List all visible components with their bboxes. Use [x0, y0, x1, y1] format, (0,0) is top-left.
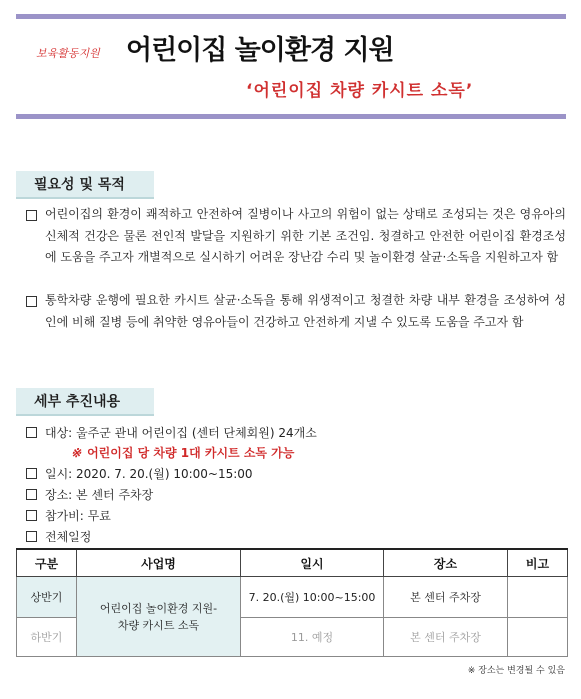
purpose-bullet-1 [26, 204, 566, 269]
detail-place [26, 486, 153, 503]
purpose-bullet-2 [26, 290, 566, 333]
detail-datetime [26, 465, 253, 482]
section-heading-details: 세부 추진내용 [16, 388, 154, 416]
header-datetime: 일시 [241, 549, 384, 577]
cell-place: 본 센터 주차장 [384, 618, 508, 657]
section-heading-purpose: 필요성 및 목적 [16, 171, 154, 199]
footnote: ※ 장소는 변경될 수 있음 [467, 666, 565, 676]
checkbox-bullet-icon [26, 531, 37, 542]
cell-note [508, 618, 568, 657]
checkbox-bullet-icon [26, 210, 37, 221]
reference-mark-icon: ※ [71, 445, 82, 460]
page-subtitle: ‘어린이집 차량 카시트 소독’ [246, 81, 474, 101]
bottom-rule [16, 114, 566, 119]
target-note [71, 444, 294, 461]
cell-note [508, 577, 568, 618]
cell-term: 상반기 [17, 577, 77, 618]
detail-schedule [26, 528, 91, 545]
header-term: 구분 [17, 549, 77, 577]
page-title: 어린이집 놀이환경 지원 [126, 35, 394, 66]
detail-place-text: 장소: 본 센터 주차장 [45, 488, 154, 502]
header-place: 장소 [384, 549, 508, 577]
cell-term: 하반기 [17, 618, 77, 657]
detail-target-text: 대상: 울주군 관내 어린이집 (센터 단체회원) 24개소 [45, 426, 317, 440]
checkbox-bullet-icon [26, 489, 37, 500]
target-note-text: 어린이집 당 차량 1대 카시트 소독 가능 [87, 446, 295, 460]
detail-target [26, 424, 317, 441]
detail-fee-text: 참가비: 무료 [45, 509, 111, 523]
checkbox-bullet-icon [26, 510, 37, 521]
detail-schedule-text: 전체일정 [45, 530, 92, 544]
checkbox-bullet-icon [26, 427, 37, 438]
bullet-text: 통학차량 운행에 필요한 카시트 살균·소독을 통해 위생적이고 청결한 차량 내부 환경을 조성하여 성인에 비해 질병 등에 취약한 영유아들이 건강하고 안전하게 지낼 수 있도록 도움을 주고자 함 [45, 293, 566, 329]
header-note: 비고 [508, 549, 568, 577]
bullet-text: 어린이집의 환경이 쾌적하고 안전하여 질병이나 사고의 위험이 없는 상태로 조성되는 것은 영유아의 신체적 건강은 물론 전인적 발달을 지원하기 위한 기본 조건임. 청결하고 안전한 어린이집 환경조성에 도움을 주고자 개별적으로 실시하기 어려운 장난감 수리 및 놀이환경 살균·소독을 지원하고자 함 [45, 207, 566, 264]
cell-datetime: 7. 20.(월) 10:00~15:00 [241, 577, 384, 618]
header-program: 사업명 [77, 549, 241, 577]
table-row [17, 577, 568, 618]
table-header-row [17, 549, 568, 577]
checkbox-bullet-icon [26, 468, 37, 479]
cell-program [77, 577, 241, 657]
cell-datetime: 11. 예정 [241, 618, 384, 657]
program-text: 어린이집 놀이환경 지원- 차량 카시트 소독 [99, 601, 218, 632]
schedule-table [16, 548, 568, 657]
top-rule [16, 14, 566, 19]
cell-place: 본 센터 주차장 [384, 577, 508, 618]
detail-fee [26, 507, 111, 524]
header-kicker: 보육활동지원 [36, 47, 100, 60]
checkbox-bullet-icon [26, 296, 37, 307]
detail-datetime-text: 일시: 2020. 7. 20.(월) 10:00~15:00 [45, 467, 253, 481]
